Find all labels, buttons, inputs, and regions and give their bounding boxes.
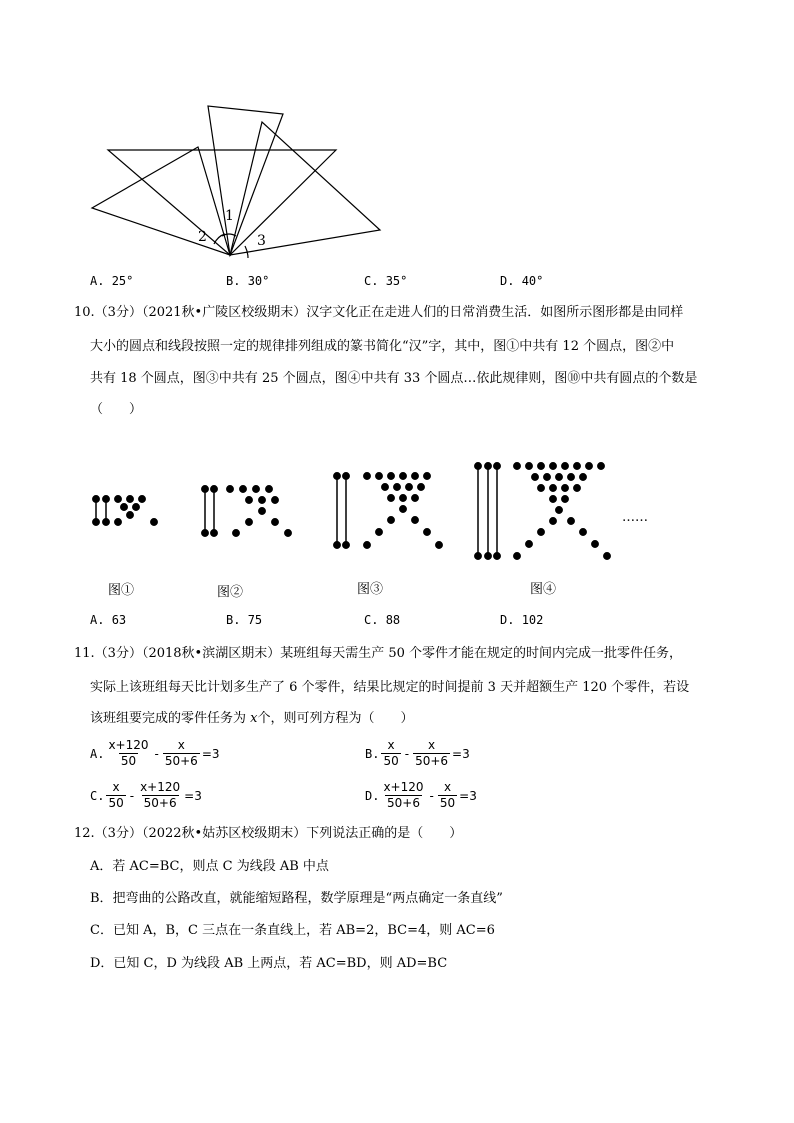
q11-option-d[interactable]: D. x+120 50+6 - $\frac{x}{50}$ =3	[365, 780, 477, 810]
figure-2-pattern	[202, 486, 291, 536]
q11-option-c[interactable]: C. x 50 - $\frac{x+120}{50+6}$ =3	[90, 780, 202, 810]
q11-option-b[interactable]: B. x 50 - $\frac{x}{50+6}$ =3	[365, 738, 470, 768]
q11-option-a[interactable]: A. x+120 50 - $\frac{x}{50+6}$ =3	[90, 738, 220, 768]
q9-option-d[interactable]: D. 40°	[500, 274, 544, 288]
q10-option-a[interactable]: A. 63	[90, 613, 127, 627]
q10-option-b[interactable]: B. 75	[226, 613, 263, 627]
q10-option-c[interactable]: C. 88	[364, 613, 401, 627]
q10-caption-1: 图①	[108, 583, 135, 598]
angle-label-1: 1	[225, 208, 234, 224]
q10-stem-line3: 共有 18 个圆点，图③中共有 25 个圆点，图④中共有 33 个圆点…依此规律则，图⑩中共有圆点的个数是	[90, 371, 698, 386]
q10-ellipsis: ……	[622, 510, 648, 525]
q10-stem-line2: 大小的圆点和线段按照一定的规律排列组成的篆书简化“汉”字，其中，图①中共有 12 个圆点，图②中	[90, 339, 675, 354]
q12-stem: 12.（3分）（2022秋•姑苏区校级期末）下列说法正确的是（ ）	[74, 826, 463, 841]
q12-option-b[interactable]: B．把弯曲的公路改直，就能缩短路程，数学原理是“两点确定一条直线”	[90, 891, 503, 906]
q10-stem-line1: 10.（3分）（2021秋•广陵区校级期末）汉字文化正在走进人们的日常消费生活．如图所示图形都是由同样	[74, 305, 684, 320]
q10-caption-4: 图④	[530, 582, 557, 597]
q12-option-a[interactable]: A．若 AC=BC，则点 C 为线段 AB 中点	[90, 859, 329, 874]
q10-caption-2: 图②	[217, 585, 244, 600]
figure-4-pattern	[475, 463, 610, 559]
q10-option-d[interactable]: D. 102	[500, 613, 544, 627]
q12-option-d[interactable]: D．已知 C，D 为线段 AB 上两点，若 AC=BD，则 AD=BC	[90, 956, 448, 971]
figure-3-pattern	[334, 473, 442, 548]
q9-option-c[interactable]: C. 35°	[364, 274, 408, 288]
q11-stem-line1: 11.（3分）（2018秋•滨湖区期末）某班组每天需生产 50 个零件才能在规定的时间内完成一批零件任务，	[74, 646, 683, 661]
q11-stem-line2: 实际上该班组每天比计划多生产了 6 个零件，结果比规定的时间提前 3 天并超额生产 120 个零件，若设	[90, 680, 690, 695]
q11-stem-line3: 该班组要完成的零件任务为 x个，则可列方程为（ ）	[90, 711, 414, 726]
q10-caption-3: 图③	[357, 582, 384, 597]
q9-option-b[interactable]: B. 30°	[226, 274, 270, 288]
q12-option-c[interactable]: C．已知 A，B，C 三点在一条直线上，若 AB=2，BC=4，则 AC=6	[90, 923, 495, 938]
angle-label-3: 3	[257, 233, 266, 249]
q10-stem-line4: （ ）	[90, 402, 143, 417]
angle-label-2: 2	[198, 229, 207, 245]
q9-option-a[interactable]: A. 25°	[90, 274, 134, 288]
figure-1-pattern	[93, 496, 157, 525]
